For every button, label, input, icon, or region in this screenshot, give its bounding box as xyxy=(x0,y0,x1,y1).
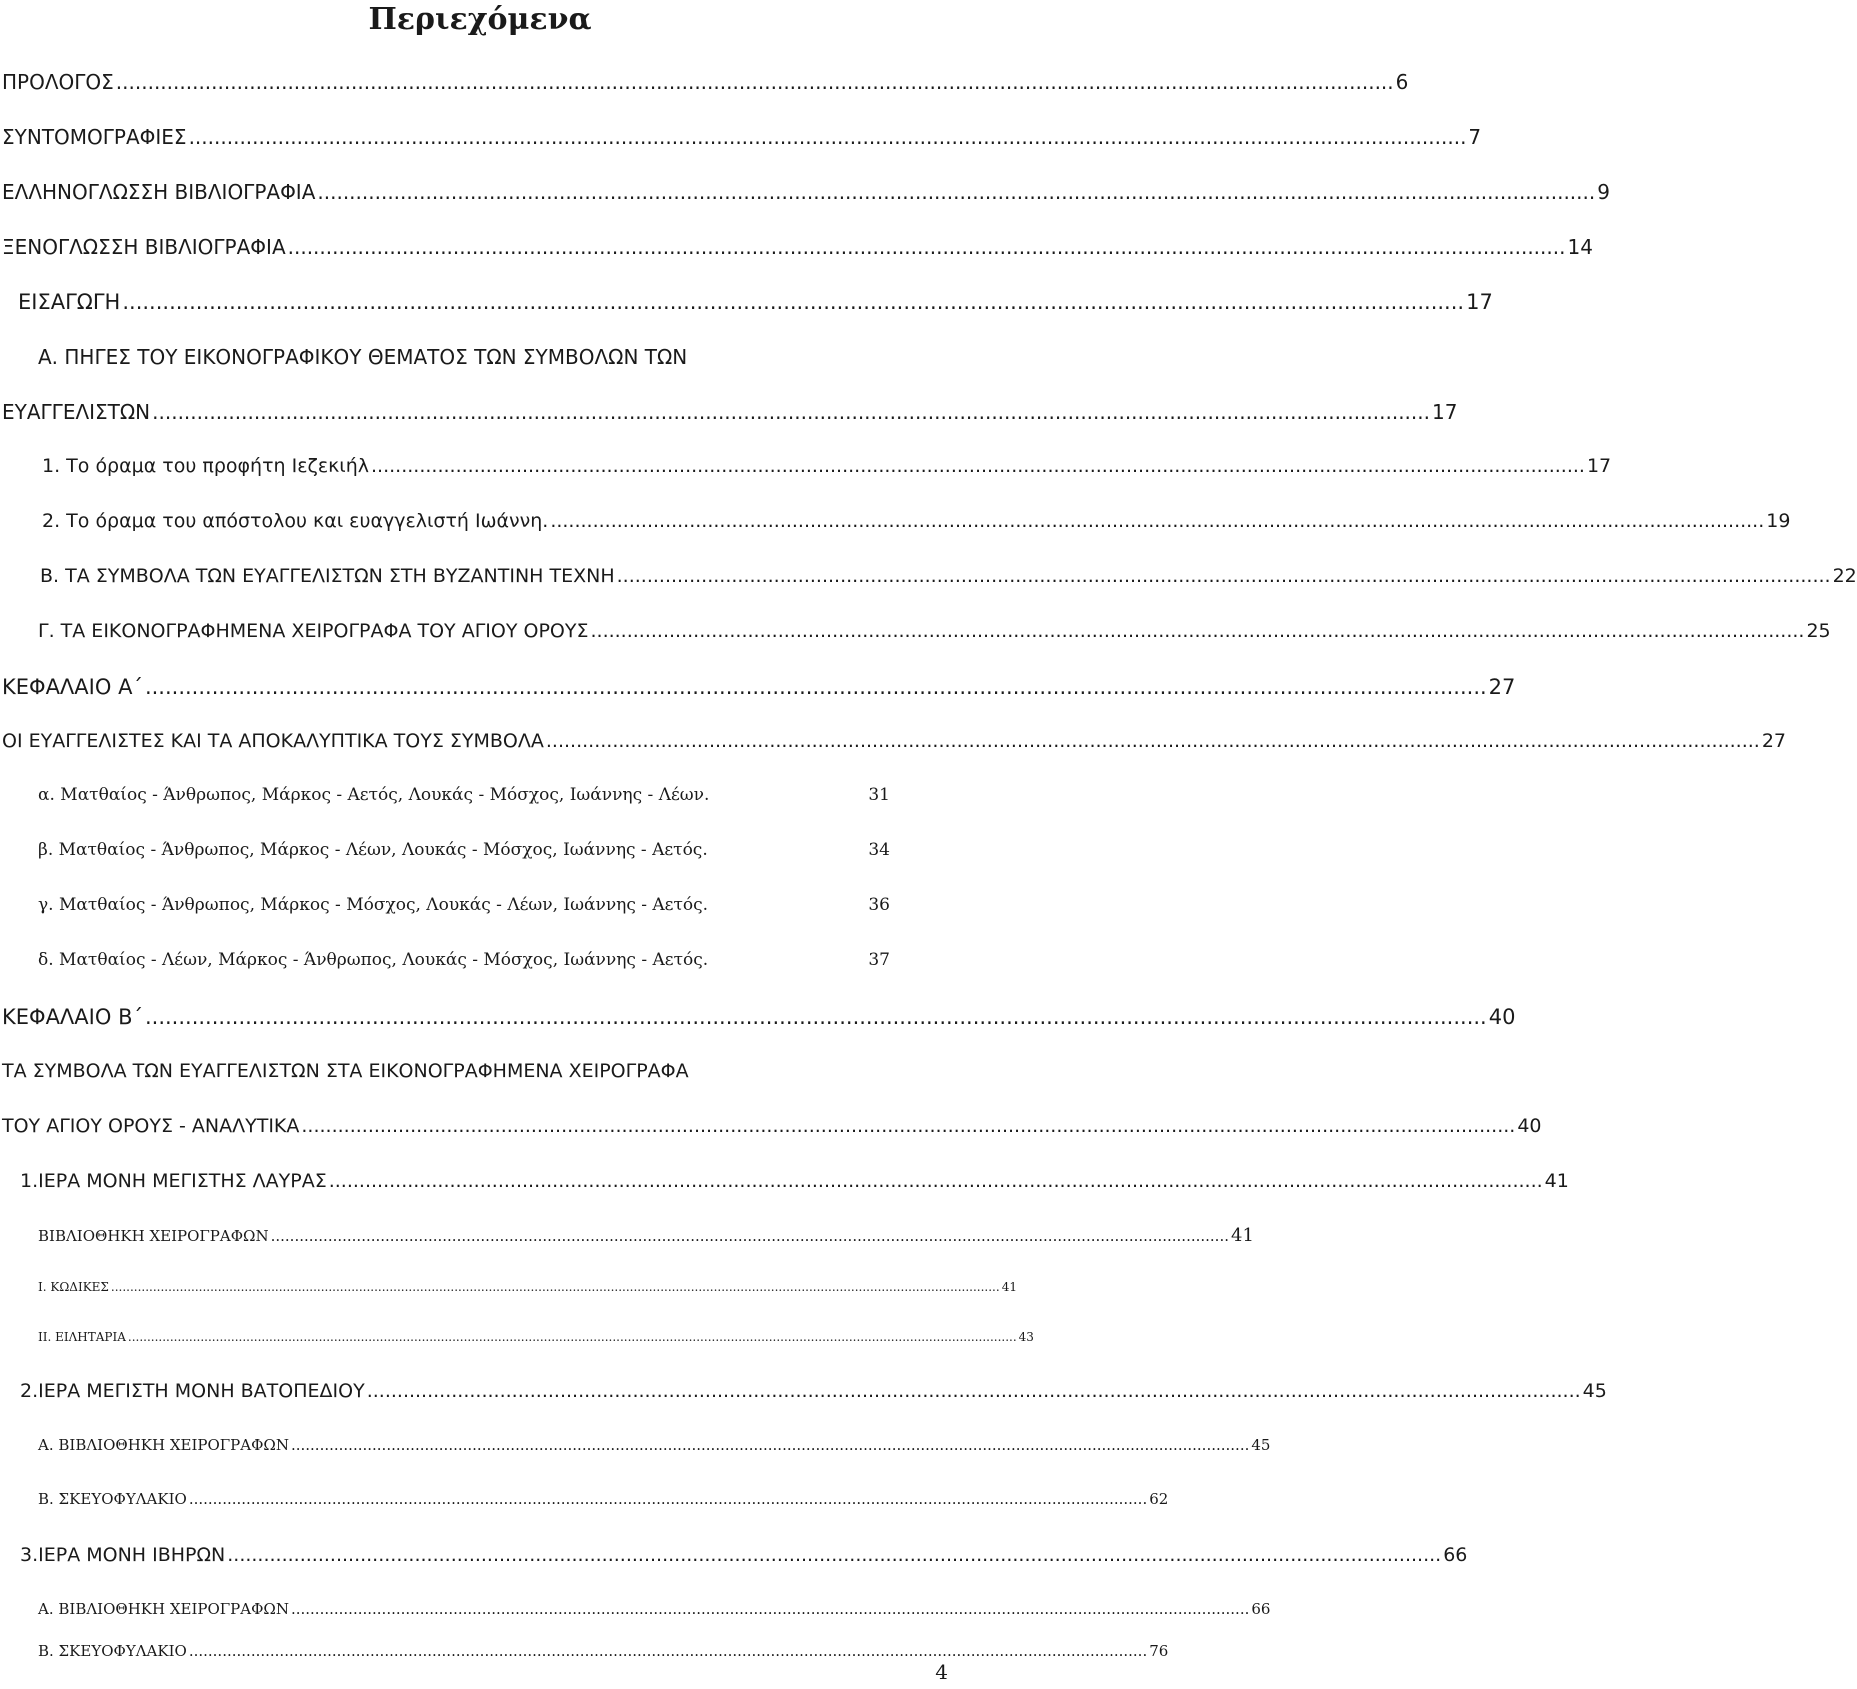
toc-entry-label: ΠΡΟΛΟΓΟΣ xyxy=(2,70,114,94)
toc-entry-page: 17 xyxy=(1431,400,1458,424)
toc-entry-vatopedi-library[interactable] xyxy=(38,1436,1271,1454)
toc-entry-label: ΞΕΝΟΓΛΩΣΣΗ ΒΙΒΛΙΟΓΡΑΦΙΑ xyxy=(2,235,286,259)
toc-leader-dots: ......................................................................................................................................................................................................... xyxy=(290,1600,1250,1618)
toc-leader-dots: ......................................................................................................................................................................................................... xyxy=(366,1380,1581,1402)
toc-leader-dots: ......................................................................................................................................................................................................... xyxy=(301,1115,1516,1137)
toc-entry-label: ΕΙΣΑΓΩΓΗ xyxy=(18,290,121,314)
toc-entry-page: 7 xyxy=(1468,125,1482,149)
toc-entry-label: ΤΑ ΣΥΜΒΟΛΑ ΤΩΝ ΕΥΑΓΓΕΛΙΣΤΩΝ ΣΤΑ ΕΙΚΟΝΟΓΡΑΦΗΜΕΝΑ ΧΕΙΡΟΓΡΑΦΑ xyxy=(2,1060,689,1082)
toc-entry-ezekiel-vision[interactable] xyxy=(42,455,1612,477)
toc-leader-dots: ......................................................................................................................................................................................................................................... xyxy=(110,1280,1000,1294)
toc-entry-label: δ. Ματθαίος - Λέων, Μάρκος - Άνθρωπος, Λουκάς - Μόσχος, Ιωάννης - Αετός. xyxy=(38,950,709,970)
toc-leader-dots: ......................................................................................................................................................................................................... xyxy=(616,565,1831,587)
toc-entry-label: Α. ΠΗΓΕΣ ΤΟΥ ΕΙΚΟΝΟΓΡΑΦΙΚΟΥ ΘΕΜΑΤΟΣ ΤΩΝ ΣΥΜΒΟΛΩΝ ΤΩΝ xyxy=(38,345,688,369)
toc-entry-page: 19 xyxy=(1766,510,1791,532)
toc-entry-page: 40 xyxy=(1488,1005,1516,1029)
toc-leader-dots: ......................................................................................................................................................................................................... xyxy=(371,455,1585,477)
toc-entry-label: ΚΕΦΑΛΑΙΟ Β΄ xyxy=(2,1005,143,1029)
toc-entry-lavra-library[interactable] xyxy=(38,1225,1254,1246)
toc-entry-page: 41 xyxy=(1544,1170,1569,1192)
toc-leader-dots: ......................................................................................................................................................................................................... xyxy=(188,1642,1148,1660)
toc-entry-scrolls[interactable] xyxy=(38,1330,1034,1344)
toc-entry-sources-line1[interactable] xyxy=(38,345,890,369)
toc-entry-label: Β. ΤΑ ΣΥΜΒΟΛΑ ΤΩΝ ΕΥΑΓΓΕΛΙΣΤΩΝ ΣΤΗ ΒΥΖΑΝΤΙΝΗ ΤΕΧΝΗ xyxy=(40,565,615,587)
toc-entry-page: 41 xyxy=(1231,1225,1254,1246)
toc-entry-iviron-library[interactable] xyxy=(38,1600,1271,1618)
toc-entry-label: 1. Το όραμα του προφήτη Ιεζεκιήλ xyxy=(42,455,370,477)
toc-leader-dots: ......................................................................................................................................................................................................... xyxy=(287,235,1566,259)
toc-leader-dots: ......................................................................................................................................................................................................... xyxy=(550,510,1765,532)
toc-entry-lavra[interactable] xyxy=(20,1170,1569,1192)
toc-entry-label: Γ. ΤΑ ΕΙΚΟΝΟΓΡΑΦΗΜΕΝΑ ΧΕΙΡΟΓΡΑΦΑ ΤΟΥ ΑΓΙΟΥ ΟΡΟΥΣ xyxy=(38,620,589,642)
toc-entry-label: Α. ΒΙΒΛΙΟΘΗΚΗ ΧΕΙΡΟΓΡΑΦΩΝ xyxy=(38,1436,289,1454)
toc-entry-variant-a[interactable] xyxy=(38,785,890,805)
toc-entry-sources-line2[interactable] xyxy=(2,400,1458,424)
toc-entry-page: 43 xyxy=(1018,1330,1034,1344)
toc-entry-label: 2.ΙΕΡΑ ΜΕΓΙΣΤΗ ΜΟΝΗ ΒΑΤΟΠΕΔΙΟΥ xyxy=(20,1380,365,1402)
toc-leader-dots: ......................................................................................................................................................................................................... xyxy=(188,125,1467,149)
toc-entry-page: 36 xyxy=(868,895,890,915)
toc-entry-byzantine-art[interactable] xyxy=(40,565,1857,587)
toc-entry-page: 9 xyxy=(1597,180,1610,204)
toc-entry-page: 17 xyxy=(1586,455,1612,477)
toc-entry-manuscripts-line1[interactable] xyxy=(2,1060,890,1082)
toc-leader-dots: ......................................................................................................................................................................................................... xyxy=(144,675,1487,699)
toc-entry-label: ΣΥΝΤΟΜΟΓΡΑΦΙΕΣ xyxy=(2,125,187,149)
toc-entry-label: α. Ματθαίος - Άνθρωπος, Μάρκος - Αετός, Λουκάς - Μόσχος, Ιωάννης - Λέων. xyxy=(38,785,710,805)
toc-leader-dots: ......................................................................................................................................................................................................... xyxy=(122,290,1465,314)
toc-entry-label: 3.ΙΕΡΑ ΜΟΝΗ ΙΒΗΡΩΝ xyxy=(20,1544,226,1566)
toc-entry-john-vision[interactable] xyxy=(42,510,1791,532)
toc-entry-page: 66 xyxy=(1443,1544,1468,1566)
toc-entry-label: ΒΙΒΛΙΟΘΗΚΗ ΧΕΙΡΟΓΡΑΦΩΝ xyxy=(38,1227,269,1245)
toc-entry-vatopedi[interactable] xyxy=(20,1380,1607,1402)
toc-entry-page: 31 xyxy=(868,785,890,805)
toc-leader-dots: ......................................................................................................................................................................................................... xyxy=(152,400,1430,424)
toc-entry-page: 37 xyxy=(868,950,890,970)
toc-entry-introduction[interactable] xyxy=(18,290,1493,314)
toc-leader-dots: ......................................................................................................................................................................................................... xyxy=(545,730,1760,752)
toc-entry-page: 41 xyxy=(1001,1280,1017,1294)
toc-leader-dots: ......................................................................................................................................................................................................... xyxy=(290,1436,1250,1454)
toc-entry-vatopedi-treasury[interactable] xyxy=(38,1490,1169,1508)
toc-entry-page: 45 xyxy=(1582,1380,1607,1402)
toc-entry-page: 25 xyxy=(1806,620,1831,642)
toc-entry-foreign-bibliography[interactable] xyxy=(2,235,1593,259)
toc-entry-label: ΤΟΥ ΑΓΙΟΥ ΟΡΟΥΣ - ΑΝΑΛΥΤΙΚΑ xyxy=(2,1115,300,1137)
toc-entry-page: 22 xyxy=(1832,565,1857,587)
toc-entry-variant-c[interactable] xyxy=(38,895,890,915)
toc-entry-label: Ι. ΚΩΔΙΚΕΣ xyxy=(38,1280,109,1294)
toc-leader-dots: ......................................................................................................................................................................................................... xyxy=(328,1170,1543,1192)
toc-leader-dots: ......................................................................................................................................................................................................... xyxy=(227,1544,1442,1566)
toc-entry-variant-b[interactable] xyxy=(38,840,890,860)
toc-entry-abbreviations[interactable] xyxy=(2,125,1482,149)
toc-entry-iviron-treasury[interactable] xyxy=(38,1642,1169,1660)
toc-entry-label: ΙΙ. ΕΙΛΗΤΑΡΙΑ xyxy=(38,1330,126,1344)
toc-entry-page: 14 xyxy=(1567,235,1593,259)
toc-entry-page: 40 xyxy=(1517,1115,1542,1137)
page-title: Περιεχόμενα xyxy=(368,2,592,37)
toc-leader-dots: ......................................................................................................................................................................................................... xyxy=(188,1490,1148,1508)
toc-leader-dots: ......................................................................................................................................................................................................... xyxy=(115,70,1394,94)
toc-entry-illuminated-manuscripts[interactable] xyxy=(38,620,1831,642)
toc-leader-dots: ......................................................................................................................................................................................................... xyxy=(590,620,1805,642)
page-number: 4 xyxy=(935,1660,948,1684)
toc-entry-page: 27 xyxy=(1488,675,1516,699)
toc-entry-page: 27 xyxy=(1761,730,1787,752)
toc-leader-dots: ......................................................................................................................................................................................................... xyxy=(144,1005,1487,1029)
toc-entry-label: γ. Ματθαίος - Άνθρωπος, Μάρκος - Μόσχος, Λουκάς - Λέων, Ιωάννης - Αετός. xyxy=(38,895,709,915)
toc-entry-page: 76 xyxy=(1149,1642,1169,1660)
toc-entry-variant-d[interactable] xyxy=(38,950,890,970)
toc-entry-chapter-b[interactable] xyxy=(2,1005,1516,1029)
toc-entry-page: 45 xyxy=(1251,1436,1271,1454)
toc-entry-manuscripts-line2[interactable] xyxy=(2,1115,1542,1137)
toc-entry-label: ΕΛΛΗΝΟΓΛΩΣΣΗ ΒΙΒΛΙΟΓΡΑΦΙΑ xyxy=(2,180,316,204)
toc-entry-page: 6 xyxy=(1395,70,1409,94)
toc-entry-label: 2. Το όραμα του απόστολου και ευαγγελιστή Ιωάννη. xyxy=(42,510,549,532)
toc-entry-page: 62 xyxy=(1149,1490,1169,1508)
toc-entry-page: 17 xyxy=(1466,290,1493,314)
toc-leader-dots: ......................................................................................................................................................................................................... xyxy=(317,180,1596,204)
toc-leader-dots: ......................................................................................................................................................................................................................................... xyxy=(127,1330,1017,1344)
toc-entry-greek-bibliography[interactable] xyxy=(2,180,1610,204)
toc-leader-dots: ......................................................................................................................................................................................................... xyxy=(270,1227,1229,1245)
toc-entry-label: ΚΕΦΑΛΑΙΟ Α΄ xyxy=(2,675,143,699)
toc-entry-codices[interactable] xyxy=(38,1280,1017,1294)
toc-entry-label: ΟΙ ΕΥΑΓΓΕΛΙΣΤΕΣ ΚΑΙ ΤΑ ΑΠΟΚΑΛΥΠΤΙΚΑ ΤΟΥΣ ΣΥΜΒΟΛΑ xyxy=(2,730,544,752)
toc-entry-label: Β. ΣΚΕΥΟΦΥΛΑΚΙΟ xyxy=(38,1490,187,1508)
toc-entry-evangelists-symbols[interactable] xyxy=(2,730,1787,752)
toc-entry-label: β. Ματθαίος - Άνθρωπος, Μάρκος - Λέων, Λουκάς - Μόσχος, Ιωάννης - Αετός. xyxy=(38,840,708,860)
toc-entry-label: Β. ΣΚΕΥΟΦΥΛΑΚΙΟ xyxy=(38,1642,187,1660)
toc-entry-label: 1.ΙΕΡΑ ΜΟΝΗ ΜΕΓΙΣΤΗΣ ΛΑΥΡΑΣ xyxy=(20,1170,327,1192)
toc-entry-page: 66 xyxy=(1251,1600,1271,1618)
toc-entry-prologue[interactable] xyxy=(2,70,1409,94)
toc-entry-label: ΕΥΑΓΓΕΛΙΣΤΩΝ xyxy=(2,400,151,424)
toc-entry-chapter-a[interactable] xyxy=(2,675,1516,699)
toc-entry-label: Α. ΒΙΒΛΙΟΘΗΚΗ ΧΕΙΡΟΓΡΑΦΩΝ xyxy=(38,1600,289,1618)
toc-entry-page: 34 xyxy=(868,840,890,860)
toc-entry-iviron[interactable] xyxy=(20,1544,1468,1566)
